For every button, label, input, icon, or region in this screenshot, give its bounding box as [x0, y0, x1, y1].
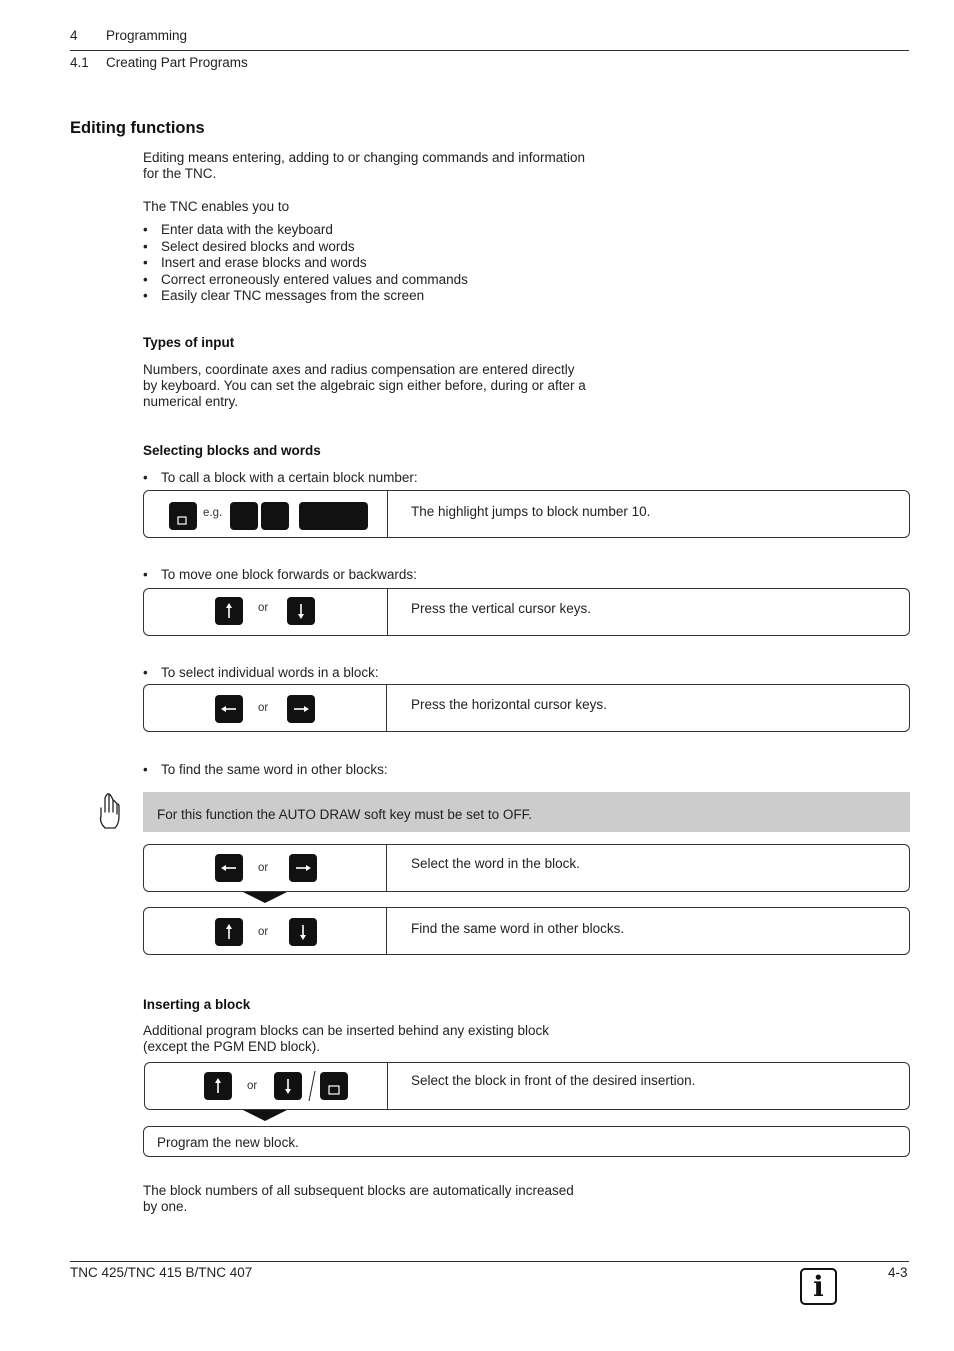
- note-text: For this function the AUTO DRAW soft key must be set to OFF.: [157, 807, 533, 822]
- find-word-description: Find the same word in other blocks.: [411, 921, 625, 936]
- arrow-up-key-icon[interactable]: [215, 918, 243, 946]
- box-divider: [387, 491, 388, 537]
- info-icon: [800, 1268, 837, 1305]
- or-label: or: [247, 1080, 258, 1092]
- inserting-result-line1: The block numbers of all subsequent blocks are automatically increased: [143, 1183, 574, 1198]
- list-item: • Enter data with the keyboard: [143, 222, 468, 239]
- list-item: • Easily clear TNC messages from the screen: [143, 288, 468, 305]
- note-banner: [143, 792, 910, 832]
- types-of-input-line1: Numbers, coordinate axes and radius compensation are entered directly: [143, 362, 575, 377]
- page-title: Editing functions: [70, 119, 205, 137]
- horizontal-cursor-description: Press the horizontal cursor keys.: [411, 697, 607, 712]
- select-word-description: Select the word in the block.: [411, 856, 580, 871]
- or-label: or: [258, 862, 269, 874]
- call-block-bullet: • To call a block with a certain block number:: [143, 470, 418, 487]
- list-item: • Insert and erase blocks and words: [143, 255, 468, 272]
- header-rule: [70, 50, 909, 51]
- box-divider: [386, 685, 387, 731]
- capabilities-list: [143, 222, 468, 305]
- move-block-bullet: • To move one block forwards or backwards:: [143, 567, 417, 584]
- goto-block-box: [143, 490, 910, 538]
- slash-separator-icon: [307, 1069, 317, 1103]
- block-key-icon[interactable]: [320, 1072, 348, 1100]
- inserting-line2: (except the PGM END block).: [143, 1039, 321, 1054]
- eg-label: e.g.: [203, 507, 223, 519]
- arrow-down-key-icon[interactable]: [274, 1072, 302, 1100]
- box-divider: [386, 845, 387, 891]
- box-divider: [387, 1063, 388, 1109]
- or-label: or: [258, 702, 269, 714]
- selecting-heading: Selecting blocks and words: [143, 443, 321, 458]
- goto-description: The highlight jumps to block number 10.: [411, 504, 651, 519]
- list-item: • Correct erroneously entered values and commands: [143, 272, 468, 289]
- arrow-down-key-icon[interactable]: [289, 918, 317, 946]
- insert-select-description: Select the block in front of the desired insertion.: [411, 1073, 696, 1088]
- goto-key-icon[interactable]: [169, 502, 197, 530]
- or-label: or: [258, 602, 269, 614]
- arrow-right-key-icon[interactable]: [289, 854, 317, 882]
- enter-key-icon[interactable]: [299, 502, 368, 530]
- digit-0-key-icon[interactable]: [261, 502, 289, 530]
- horizontal-cursor-box: [143, 684, 910, 732]
- arrow-up-key-icon[interactable]: [204, 1072, 232, 1100]
- select-words-bullet: • To select individual words in a block:: [143, 665, 379, 682]
- footer-rule: [70, 1261, 909, 1262]
- header-chapter-title: Programming: [106, 28, 188, 43]
- arrow-up-key-icon[interactable]: [215, 597, 243, 625]
- types-of-input-line3: numerical entry.: [143, 394, 239, 409]
- flow-arrow: [243, 1110, 287, 1121]
- program-new-block-text: Program the new block.: [157, 1135, 299, 1150]
- header-section-title: Creating Part Programs: [106, 55, 248, 70]
- intro-text-line2: for the TNC.: [143, 166, 217, 181]
- flow-arrow: [243, 892, 287, 903]
- or-label: or: [258, 926, 269, 938]
- types-of-input-line2: by keyboard. You can set the algebraic sign either before, during or after a: [143, 378, 586, 393]
- types-of-input-heading: Types of input: [143, 335, 235, 350]
- pointing-hand-icon: [95, 792, 123, 832]
- header-section-number: 4.1: [70, 55, 89, 70]
- vertical-cursor-description: Press the vertical cursor keys.: [411, 601, 592, 616]
- arrow-left-key-icon[interactable]: [215, 695, 243, 723]
- insert-select-box: [144, 1062, 910, 1110]
- program-new-block-box: [143, 1126, 910, 1157]
- footer-page-number: 4-3: [888, 1265, 908, 1280]
- vertical-cursor-box: [143, 588, 910, 636]
- digit-1-key-icon[interactable]: [230, 502, 258, 530]
- inserting-heading: Inserting a block: [143, 997, 251, 1012]
- inserting-line1: Additional program blocks can be inserted behind any existing block: [143, 1023, 549, 1038]
- footer-models: TNC 425/TNC 415 B/TNC 407: [70, 1265, 253, 1280]
- list-item: • Select desired blocks and words: [143, 239, 468, 256]
- find-word-box: [143, 907, 910, 955]
- arrow-right-key-icon[interactable]: [287, 695, 315, 723]
- arrow-left-key-icon[interactable]: [215, 854, 243, 882]
- enables-text: The TNC enables you to: [143, 199, 290, 214]
- inserting-result-line2: by one.: [143, 1199, 188, 1214]
- arrow-down-key-icon[interactable]: [287, 597, 315, 625]
- intro-text-line1: Editing means entering, adding to or changing commands and information: [143, 150, 586, 165]
- header-chapter-number: 4: [70, 28, 78, 43]
- box-divider: [387, 589, 388, 635]
- info-glyph: i: [813, 1270, 824, 1303]
- box-divider: [386, 908, 387, 954]
- select-word-box: [143, 844, 910, 892]
- find-word-bullet: • To find the same word in other blocks:: [143, 762, 388, 779]
